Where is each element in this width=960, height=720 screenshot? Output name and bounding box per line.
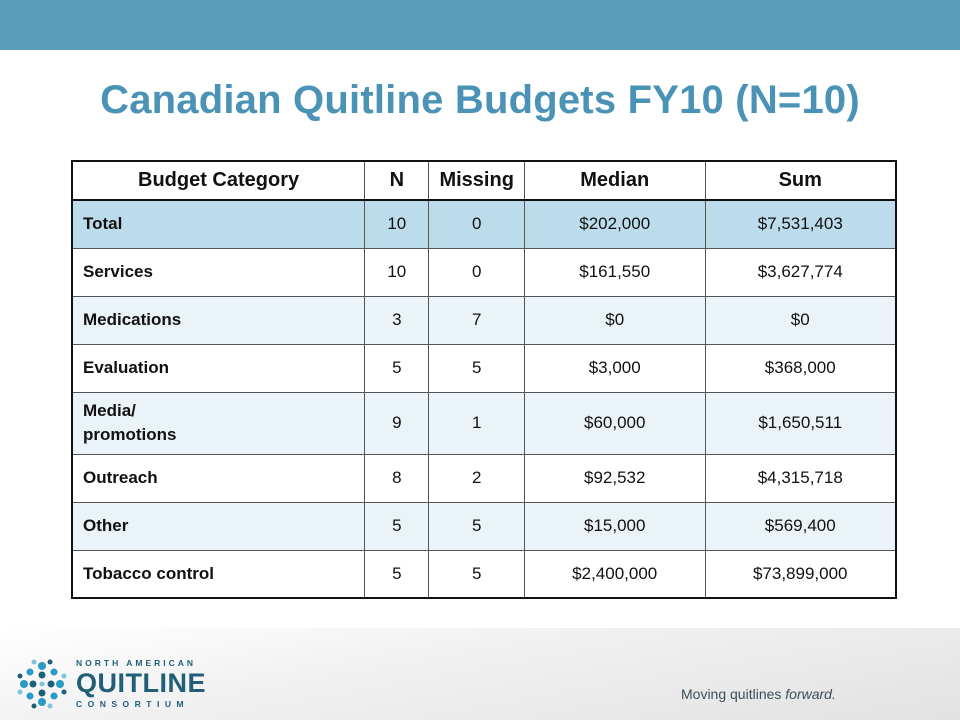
missing-cell: 0 xyxy=(429,248,524,296)
missing-cell: 5 xyxy=(429,502,524,550)
missing-cell: 5 xyxy=(429,344,524,392)
sum-cell: $569,400 xyxy=(705,502,896,550)
table-row xyxy=(72,392,896,454)
pinwheel-logo-icon xyxy=(14,654,70,714)
table-row xyxy=(72,502,896,550)
sum-cell: $368,000 xyxy=(705,344,896,392)
column-header-missing: Missing xyxy=(429,161,524,200)
category-cell: Outreach xyxy=(72,454,365,502)
missing-cell: 2 xyxy=(429,454,524,502)
n-cell: 5 xyxy=(365,344,429,392)
median-cell: $15,000 xyxy=(524,502,705,550)
category-cell: Total xyxy=(72,200,365,248)
table-row xyxy=(72,454,896,502)
missing-cell: 7 xyxy=(429,296,524,344)
table-row xyxy=(72,344,896,392)
column-header-budget-category: Budget Category xyxy=(72,161,365,200)
n-cell: 5 xyxy=(365,502,429,550)
median-cell: $92,532 xyxy=(524,454,705,502)
n-cell: 10 xyxy=(365,200,429,248)
category-cell xyxy=(72,392,365,454)
missing-cell: 1 xyxy=(429,392,524,454)
column-header-sum: Sum xyxy=(705,161,896,200)
logo-main-text: QUITLINE xyxy=(76,668,206,698)
sum-cell: $1,650,511 xyxy=(705,392,896,454)
column-header-median: Median xyxy=(524,161,705,200)
category-line-1: Media/ xyxy=(83,401,136,420)
median-cell: $3,000 xyxy=(524,344,705,392)
n-cell: 3 xyxy=(365,296,429,344)
median-cell: $2,400,000 xyxy=(524,550,705,598)
table-row xyxy=(72,200,896,248)
category-cell: Medications xyxy=(72,296,365,344)
median-cell: $60,000 xyxy=(524,392,705,454)
column-header-n: N xyxy=(365,161,429,200)
sum-cell: $73,899,000 xyxy=(705,550,896,598)
category-line-2: promotions xyxy=(83,425,177,444)
tagline xyxy=(681,686,836,702)
header-band xyxy=(0,0,960,50)
table-row xyxy=(72,296,896,344)
tagline-start: Moving quitlines xyxy=(681,686,786,702)
budget-table xyxy=(71,160,897,599)
sum-cell: $0 xyxy=(705,296,896,344)
sum-cell: $7,531,403 xyxy=(705,200,896,248)
missing-cell: 0 xyxy=(429,200,524,248)
category-cell: Tobacco control xyxy=(72,550,365,598)
sum-cell: $3,627,774 xyxy=(705,248,896,296)
category-cell: Services xyxy=(72,248,365,296)
table-row xyxy=(72,550,896,598)
table-row xyxy=(72,248,896,296)
sum-cell: $4,315,718 xyxy=(705,454,896,502)
median-cell: $0 xyxy=(524,296,705,344)
table-header-row xyxy=(72,161,896,200)
missing-cell: 5 xyxy=(429,550,524,598)
naqc-logo xyxy=(14,654,214,714)
category-cell: Other xyxy=(72,502,365,550)
median-cell: $202,000 xyxy=(524,200,705,248)
n-cell: 8 xyxy=(365,454,429,502)
n-cell: 9 xyxy=(365,392,429,454)
n-cell: 10 xyxy=(365,248,429,296)
tagline-emphasis: forward. xyxy=(785,686,836,702)
median-cell: $161,550 xyxy=(524,248,705,296)
logo-bottom-text: CONSORTIUM xyxy=(76,699,190,709)
n-cell: 5 xyxy=(365,550,429,598)
slide-title: Canadian Quitline Budgets FY10 (N=10) xyxy=(100,78,860,122)
logo-top-text: NORTH AMERICAN xyxy=(76,658,197,668)
category-cell: Evaluation xyxy=(72,344,365,392)
